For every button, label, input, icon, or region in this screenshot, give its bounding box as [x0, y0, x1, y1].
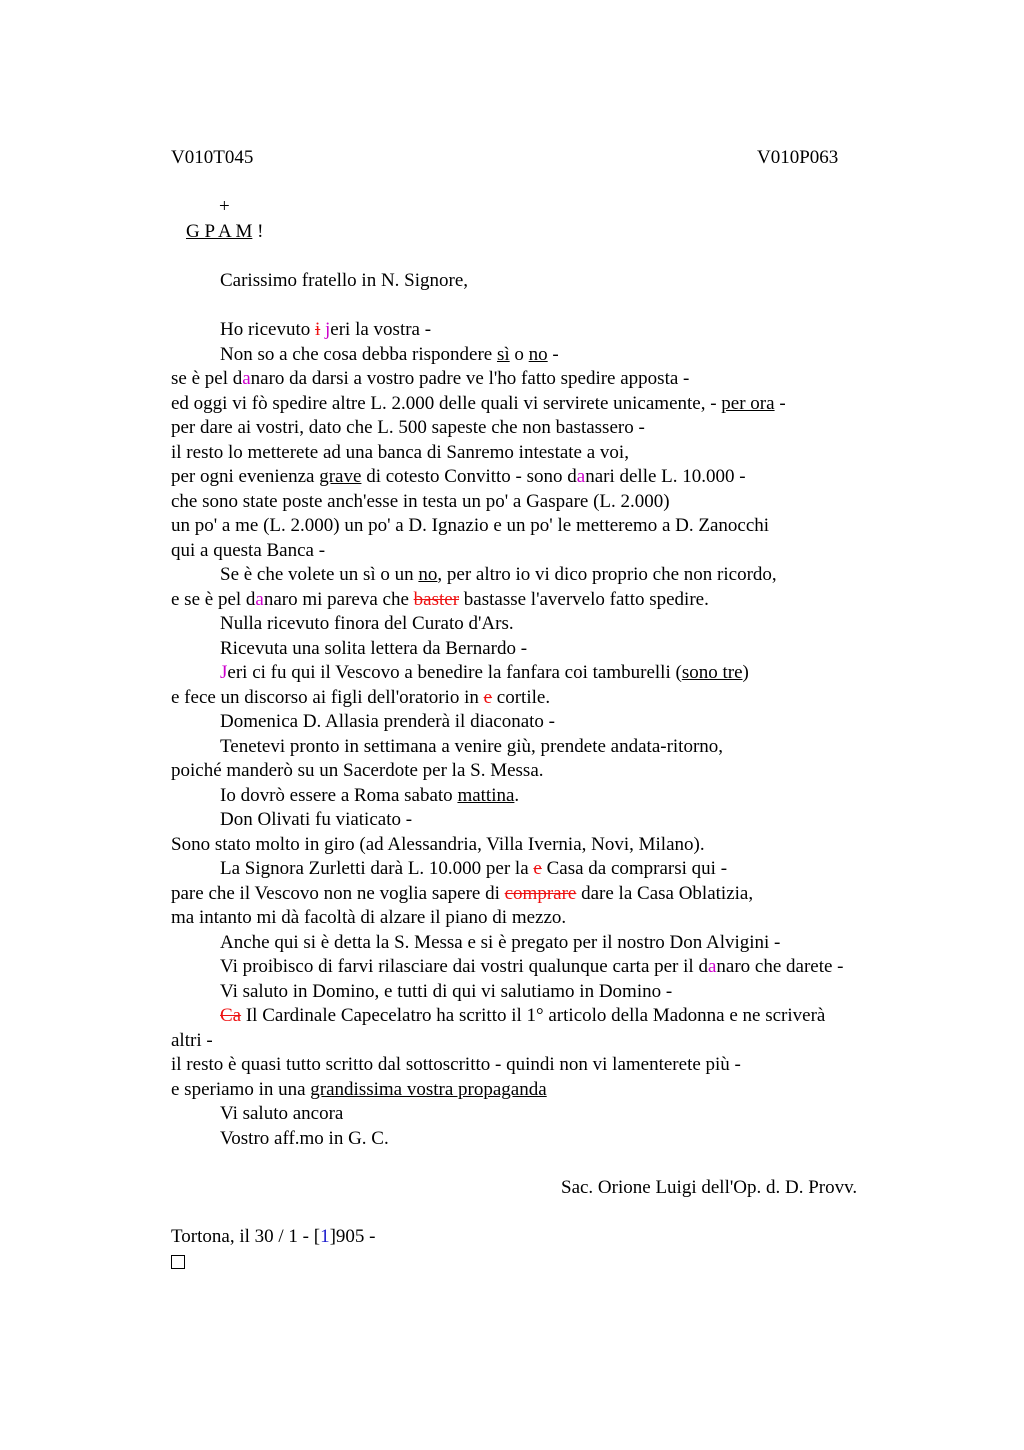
- page-code: V010P063: [757, 147, 839, 168]
- greeting: Carissimo fratello in N. Signore,: [220, 270, 469, 291]
- letter-line: e speriamo in una grandissima vostra propaganda: [171, 1078, 547, 1100]
- deleted-text: Ca: [220, 1005, 242, 1026]
- signature: Sac. Orione Luigi dell'Op. d. D. Provv.: [561, 1176, 858, 1198]
- date-line: Tortona, il 30 / 1 - [1]905 -: [171, 1225, 376, 1247]
- end-mark: [171, 1249, 911, 1274]
- letter-line: qui a questa Banca -: [171, 539, 326, 561]
- deleted-text: comprare: [504, 882, 577, 904]
- letter-line: La Signora Zurletti darà L. 10.000 per la e Casa da comprarsi qui -: [220, 858, 728, 879]
- closing-line: Vi saluto ancora: [220, 1103, 344, 1124]
- letter-line: pare che il Vescovo non ne voglia sapere di comprare dare la Casa Oblatizia,: [171, 882, 754, 904]
- cross-mark: +: [219, 196, 230, 217]
- letter-line: Domenica D. Allasia prenderà il diaconato -: [220, 711, 556, 732]
- inserted-text: a: [255, 588, 264, 610]
- letter-line: Jeri ci fu qui il Vescovo a benedire la fanfara coi tamburelli (sono tre): [220, 662, 749, 683]
- letter-line: e se è pel danaro mi pareva che baster bastasse l'avervelo fatto spedire.: [171, 588, 709, 610]
- inserted-text: a: [576, 466, 586, 487]
- letter-line: Vi proibisco di farvi rilasciare dai vostri qualunque carta per il danaro che darete -: [220, 956, 844, 977]
- letter-line: il resto è quasi tutto scritto dal sottoscritto - quindi non vi lamenterete più -: [171, 1054, 741, 1075]
- deleted-text: e: [533, 858, 542, 879]
- letter-line: Ho ricevuto i jeri la vostra -: [220, 319, 432, 340]
- letter-line: e fece un discorso ai figli dell'oratorio in e cortile.: [171, 686, 551, 708]
- letter-line: Anche qui si è detta la S. Messa e si è pregato per il nostro Don Alvigini -: [220, 931, 781, 953]
- invocation-exclamation: !: [252, 221, 264, 242]
- letter-line: Tenetevi pronto in settimana a venire giù, prendete andata-ritorno,: [220, 735, 724, 757]
- letter-line: ma intanto mi dà facoltà di alzare il piano di mezzo.: [171, 907, 567, 928]
- letter-line: Ricevuta una solita lettera da Bernardo -: [220, 637, 528, 659]
- letter-line: Sono stato molto in giro (ad Alessandria, Villa Ivernia, Novi, Milano).: [171, 833, 705, 855]
- inserted-text: a: [242, 368, 251, 389]
- closing-line: Vostro aff.mo in G. C.: [220, 1127, 389, 1149]
- inserted-text: J: [220, 662, 228, 683]
- letter-line: Vi saluto in Domino, e tutti di qui vi salutiamo in Domino -: [220, 980, 673, 1002]
- invocation-letters: G P A M: [186, 221, 253, 242]
- letter-line: poiché manderò su un Sacerdote per la S. Messa.: [171, 760, 544, 781]
- deleted-text: e: [483, 686, 493, 708]
- letter-line: che sono state poste anch'esse in testa un po' a Gaspare (L. 2.000): [171, 490, 670, 512]
- letter-line: ed oggi vi fò spedire altre L. 2.000 delle quali vi servirete unicamente, - per ora -: [171, 392, 786, 414]
- invocation: [186, 220, 263, 244]
- letter-line: se è pel danaro da darsi a vostro padre ve l'ho fatto spedire apposta -: [171, 368, 690, 389]
- deleted-text: i: [314, 319, 321, 340]
- letter-body: [171, 269, 911, 1274]
- inserted-text: j: [325, 319, 331, 340]
- letter-line: un po' a me (L. 2.000) un po' a D. Ignazio e un po' le metteremo a D. Zanocchi: [171, 515, 770, 536]
- letter-line: il resto lo metterete ad una banca di Sanremo intestate a voi,: [171, 441, 629, 463]
- empty-square-icon: [171, 1255, 185, 1269]
- letter-line: altri -: [171, 1029, 213, 1051]
- letter-line: Io dovrò essere a Roma sabato mattina.: [220, 784, 520, 806]
- letter-line: per ogni evenienza grave di cotesto Convitto - sono danari delle L. 10.000 -: [171, 466, 746, 487]
- letter-line: per dare ai vostri, dato che L. 500 sapeste che non bastassero -: [171, 417, 645, 438]
- letter-line: Non so a che cosa debba rispondere sì o no -: [220, 343, 559, 365]
- inserted-text: a: [707, 956, 717, 977]
- letter-line: Nulla ricevuto finora del Curato d'Ars.: [220, 613, 514, 634]
- letter-line: Ca Il Cardinale Capecelatro ha scritto il 1° articolo della Madonna e ne scriverà: [220, 1005, 826, 1026]
- editorial-insert: 1: [320, 1225, 330, 1247]
- letter-line: Don Olivati fu viaticato -: [220, 809, 413, 830]
- deleted-text: baster: [413, 588, 460, 610]
- document-code: V010T045: [171, 147, 254, 168]
- letter-line: Se è che volete un sì o un no, per altro io vi dico proprio che non ricordo,: [220, 564, 777, 585]
